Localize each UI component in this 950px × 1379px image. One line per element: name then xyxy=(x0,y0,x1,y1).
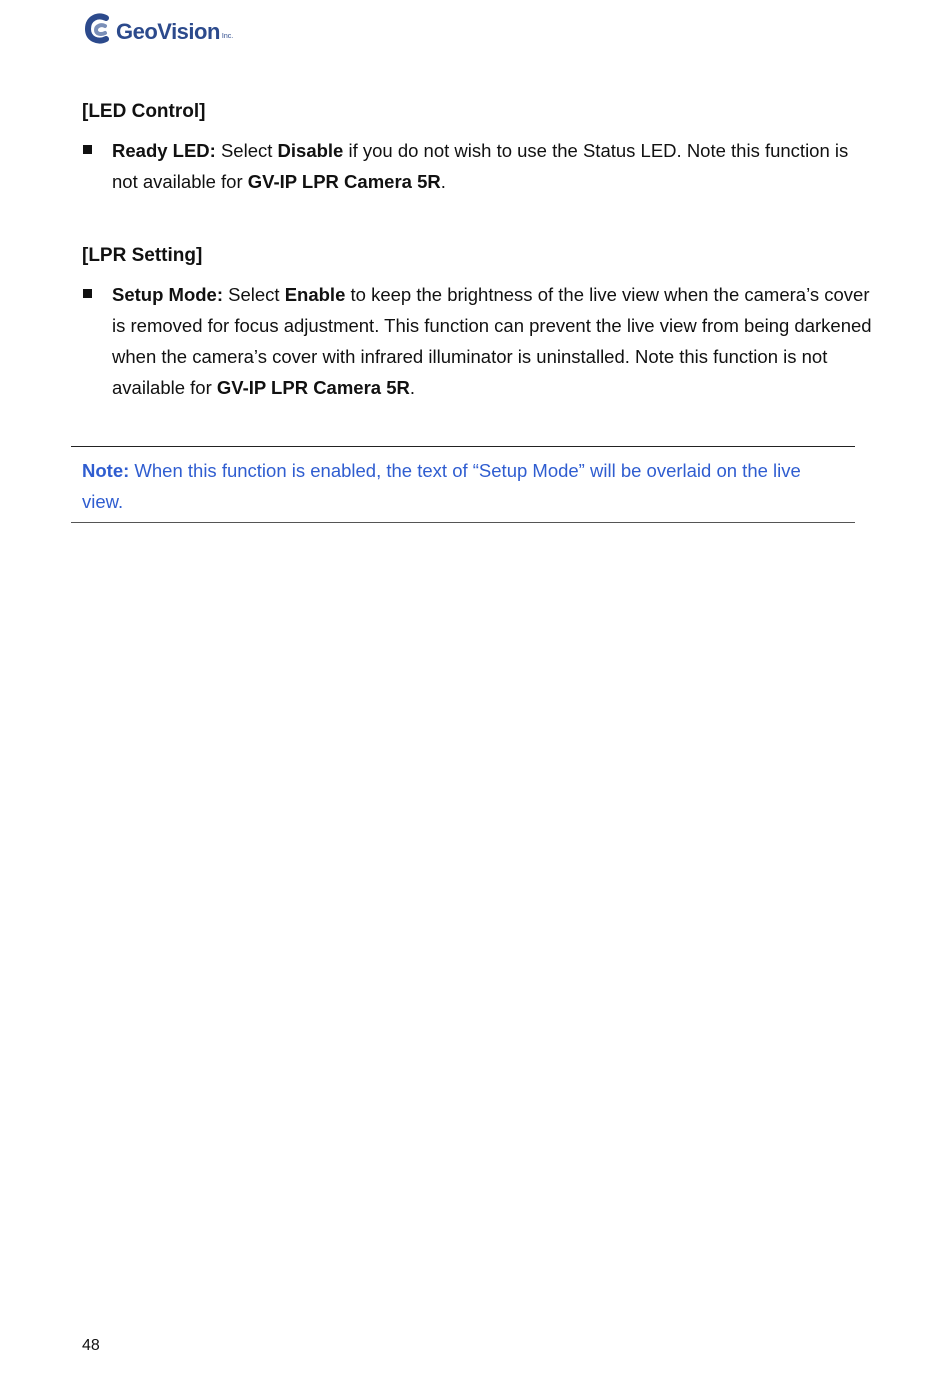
geovision-swirl-icon xyxy=(84,12,114,46)
section-heading-lpr-setting: [LPR Setting] xyxy=(82,245,203,266)
note-label: Note: xyxy=(82,460,130,481)
bold-run: GV-IP LPR Camera 5R xyxy=(247,171,441,192)
note-text: When this function is enabled, the text of “Setup Mode” will be overlaid on the live view. xyxy=(82,460,801,512)
text-run: . xyxy=(440,171,446,192)
section-heading-led-control: [LED Control] xyxy=(82,101,206,122)
note-box xyxy=(82,455,842,517)
bullet-text xyxy=(112,135,872,197)
square-bullet-icon xyxy=(83,289,92,298)
text-run: if you do not wish to use the Status LED. Note this function is not available for xyxy=(112,140,849,192)
text-run: Select xyxy=(215,140,278,161)
bold-run: Enable xyxy=(284,284,346,305)
logo-suffix: Inc. xyxy=(221,33,234,40)
bullet-setup-mode xyxy=(82,279,882,403)
bullet-term: Ready LED: xyxy=(112,140,216,161)
bold-run: Disable xyxy=(277,140,344,161)
text-run: . xyxy=(409,377,416,398)
logo-wordmark: GeoVision xyxy=(116,19,220,44)
bullet-term: Setup Mode: xyxy=(112,284,223,305)
square-bullet-icon xyxy=(83,145,92,154)
text-run: to keep the brightness of the live view when the camera’s cover is removed for focus adjustment. This function can prevent the live view from being darkened when the camera’s cover with infrared illuminator is uninstalled. Note this function is not available for xyxy=(112,284,872,398)
note-divider-bottom xyxy=(71,522,855,523)
text-run: Select xyxy=(223,284,285,305)
bold-run: GV-IP LPR Camera 5R xyxy=(216,377,410,398)
page-number: 48 xyxy=(82,1337,100,1354)
note-divider-top xyxy=(71,446,855,447)
bullet-ready-led xyxy=(82,135,882,197)
geovision-logo xyxy=(84,12,233,46)
bullet-text xyxy=(112,279,872,403)
